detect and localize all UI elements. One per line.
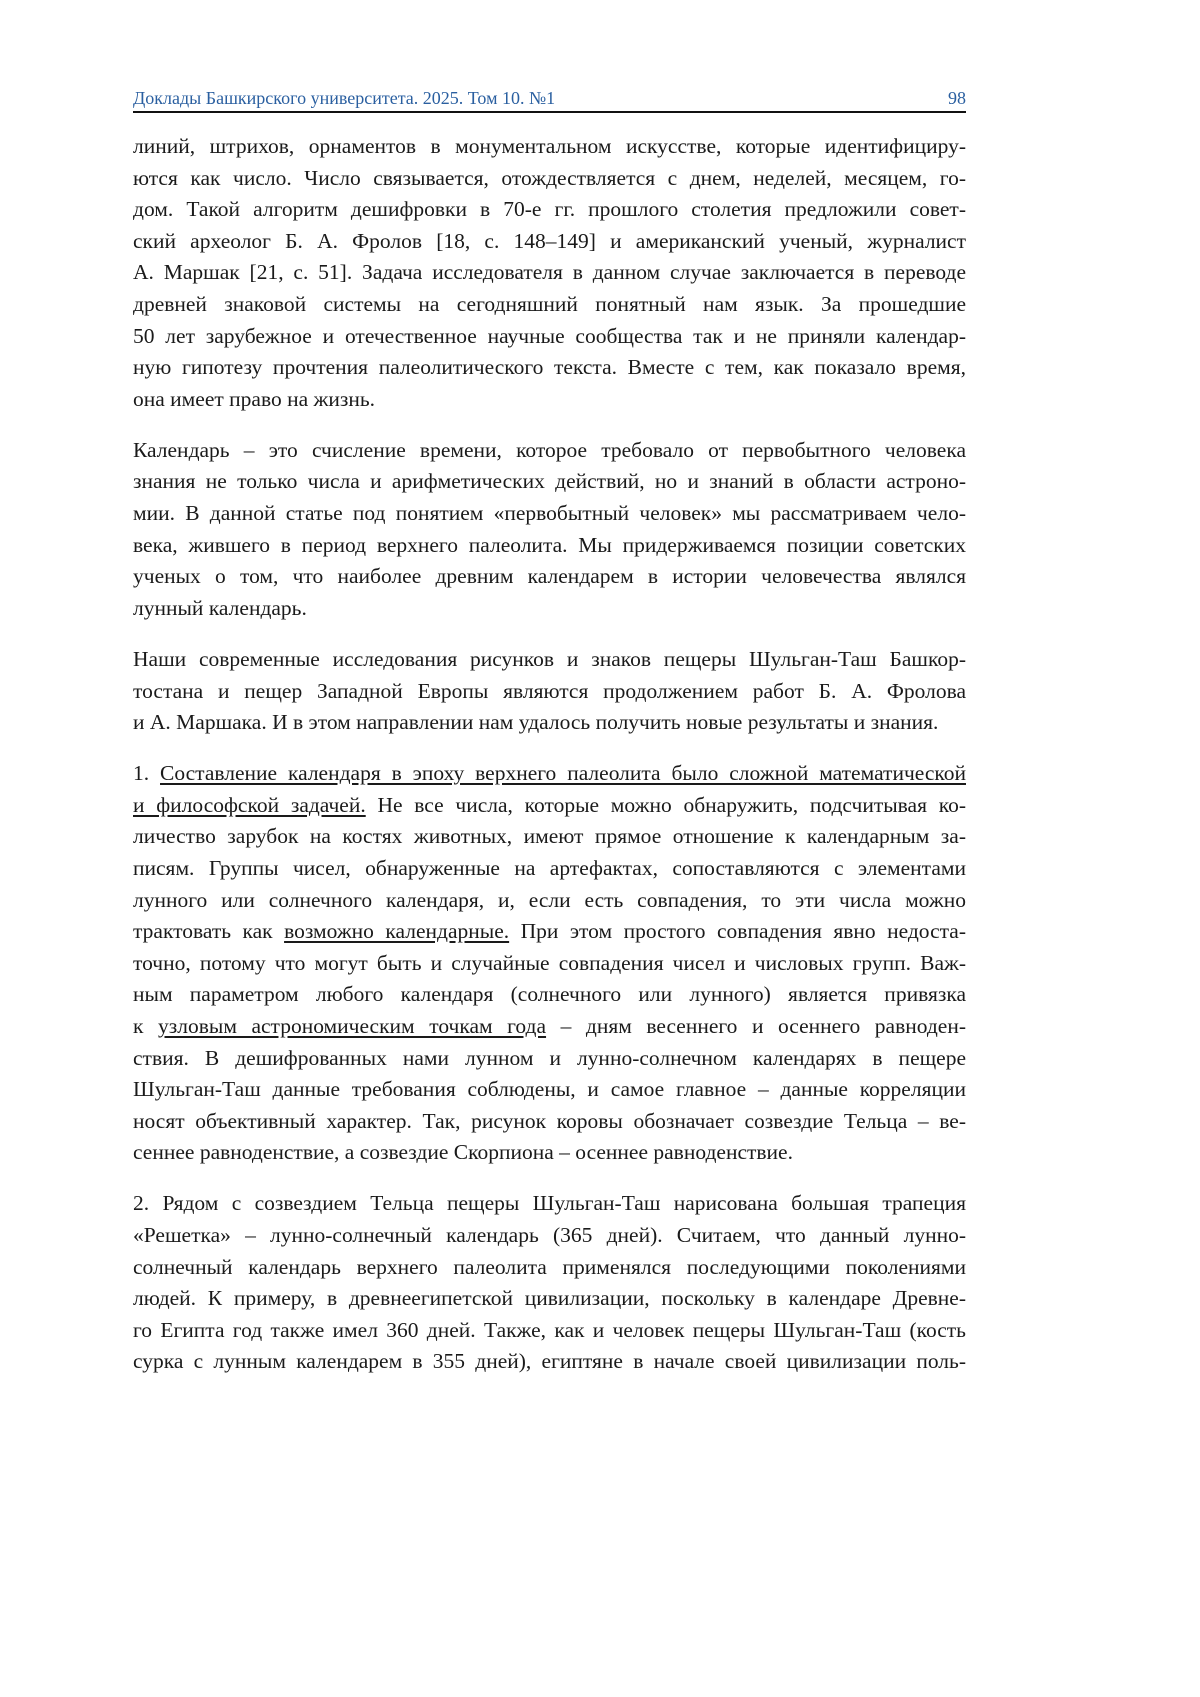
article-body (133, 131, 966, 1397)
text-segment: Наши современные исследования рисунков и знаков пещеры Шульган-Таш Башкор- (133, 646, 966, 671)
text-segment: сурка с лунным календарем в 355 дней), египтяне в начале своей цивилизации поль- (133, 1349, 966, 1374)
text-segment: «Решетка» – лунно-солнечный календарь (365 дней). Считаем, что данный лунно- (133, 1223, 966, 1247)
underlined-text: узловым астрономическим точкам года (158, 1013, 547, 1038)
text-line (133, 131, 966, 163)
text-line (133, 257, 966, 289)
text-line (133, 321, 966, 353)
text-segment: лунного или солнечного календаря, и, если есть совпадения, то эти числа можно (133, 887, 966, 912)
text-line (133, 194, 966, 226)
text-segment: она имеет право на жизнь. (133, 386, 376, 411)
text-segment: к (133, 1013, 158, 1038)
text-line (133, 352, 966, 384)
text-segment: тостана и пещер Западной Европы являются продолжением работ Б. А. Фролова (133, 678, 966, 703)
text-segment: лунный календарь. (133, 595, 307, 620)
paragraph (133, 758, 966, 1169)
text-line (133, 790, 966, 822)
text-segment: Шульган-Таш данные требования соблюдены, и самое главное – данные корреляции (133, 1077, 966, 1102)
underlined-text: возможно календарные. (284, 919, 510, 944)
paragraph (133, 644, 966, 739)
text-line (133, 885, 966, 917)
text-segment: мии. В данной статье под понятием «первобытный человек» мы рассматриваем чело- (133, 501, 966, 526)
text-segment: – дням весеннего и осеннего равноден- (546, 1013, 967, 1038)
text-line (133, 758, 966, 790)
text-line (133, 530, 966, 562)
text-segment: ученых о том, что наиболее древним календарем в истории человечества являлся (133, 564, 966, 589)
text-line (133, 1346, 966, 1378)
page-number: 98 (948, 88, 966, 108)
text-segment: древней знаковой системы на сегодняшний понятный нам язык. За прошедшие (133, 291, 966, 316)
text-line (133, 644, 966, 676)
text-segment: сеннее равноденствие, а созвездие Скорпиона – осеннее равноденствие. (133, 1140, 793, 1165)
text-line (133, 1188, 966, 1220)
text-segment: линий, штрихов, орнаментов в монументальном искусстве, которые идентифициру- (133, 134, 966, 158)
text-segment: 50 лет зарубежное и отечественное научные сообщества так и не приняли календар- (133, 323, 966, 348)
text-line (133, 593, 966, 625)
text-line (133, 163, 966, 195)
text-line (133, 226, 966, 258)
text-segment: дом. Такой алгоритм дешифровки в 70-е гг. прошлого столетия предложили совет- (133, 197, 966, 222)
text-segment: ский археолог Б. А. Фролов [18, с. 148–149] и американский ученый, журналист (133, 228, 966, 253)
text-segment: Не все числа, которые можно обнаружить, подсчитывая ко- (365, 792, 966, 817)
text-line (133, 498, 966, 530)
text-segment: людей. К примеру, в древнеегипетской цивилизации, поскольку в календаре Древне- (133, 1286, 966, 1311)
text-segment: го Египта год также имел 360 дней. Также, как и человек пещеры Шульган-Таш (кость (133, 1317, 966, 1342)
text-segment: ную гипотезу прочтения палеолитического текста. Вместе с тем, как показало время, (133, 355, 966, 380)
text-line (133, 948, 966, 980)
text-line (133, 1043, 966, 1075)
text-segment: При этом простого совпадения явно недоста- (509, 919, 966, 944)
text-line (133, 916, 966, 948)
text-segment: ствия. В дешифрованных нами лунном и лунно-солнечном календарях в пещере (133, 1045, 966, 1070)
text-segment: А. Маршак [21, с. 51]. Задача исследователя в данном случае заключается в переводе (133, 260, 966, 285)
text-segment: и А. Маршака. И в этом направлении нам удалось получить новые результаты и знания. (133, 710, 939, 735)
text-line (133, 1220, 966, 1252)
text-line (133, 707, 966, 739)
text-line (133, 466, 966, 498)
text-segment: ются как число. Число связывается, отождествляется с днем, неделей, месяцем, го- (133, 165, 966, 190)
text-line (133, 821, 966, 853)
text-segment: Календарь – это счисление времени, которое требовало от первобытного человека (133, 437, 966, 462)
text-segment: трактовать как (133, 919, 285, 944)
journal-title: Доклады Башкирского университета. 2025. Том 10. №1 (133, 88, 556, 108)
text-line (133, 1315, 966, 1347)
text-line (133, 1011, 966, 1043)
text-segment: носят объективный характер. Так, рисунок коровы обозначает созвездие Тельца – ве- (133, 1108, 966, 1133)
paragraph (133, 1188, 966, 1378)
text-segment: писям. Группы чисел, обнаруженные на артефактах, сопоставляются с элементами (133, 855, 966, 880)
text-line (133, 384, 966, 416)
text-segment: личество зарубок на костях животных, имеют прямое отношение к календарным за- (133, 824, 966, 849)
text-segment: знания не только числа и арифметических действий, но и знаний в области астроно- (133, 469, 966, 494)
text-line (133, 1252, 966, 1284)
text-line (133, 1137, 966, 1169)
paragraph (133, 131, 966, 415)
text-segment: 2. Рядом с созвездием Тельца пещеры Шульган-Таш нарисована большая трапеция (133, 1191, 966, 1216)
text-line (133, 853, 966, 885)
text-line (133, 289, 966, 321)
running-header (133, 84, 966, 110)
text-segment: ным параметром любого календаря (солнечного или лунного) является привязка (133, 982, 966, 1007)
paragraph (133, 435, 966, 625)
underlined-text: и философской задачей. (133, 792, 366, 817)
text-line (133, 1074, 966, 1106)
text-line (133, 1106, 966, 1138)
text-line (133, 561, 966, 593)
text-segment: солнечный календарь верхнего палеолита применялся последующими поколениями (133, 1254, 966, 1279)
text-line (133, 676, 966, 708)
header-rule (133, 111, 966, 113)
text-segment: века, жившего в период верхнего палеолита. Мы придерживаемся позиции советских (133, 532, 966, 557)
text-segment: точно, потому что могут быть и случайные совпадения чисел и числовых групп. Важ- (133, 950, 966, 975)
text-segment: 1. (133, 761, 161, 786)
text-line (133, 435, 966, 467)
text-line (133, 979, 966, 1011)
underlined-text: Составление календаря в эпоху верхнего палеолита было сложной математической (160, 761, 966, 786)
text-line (133, 1283, 966, 1315)
